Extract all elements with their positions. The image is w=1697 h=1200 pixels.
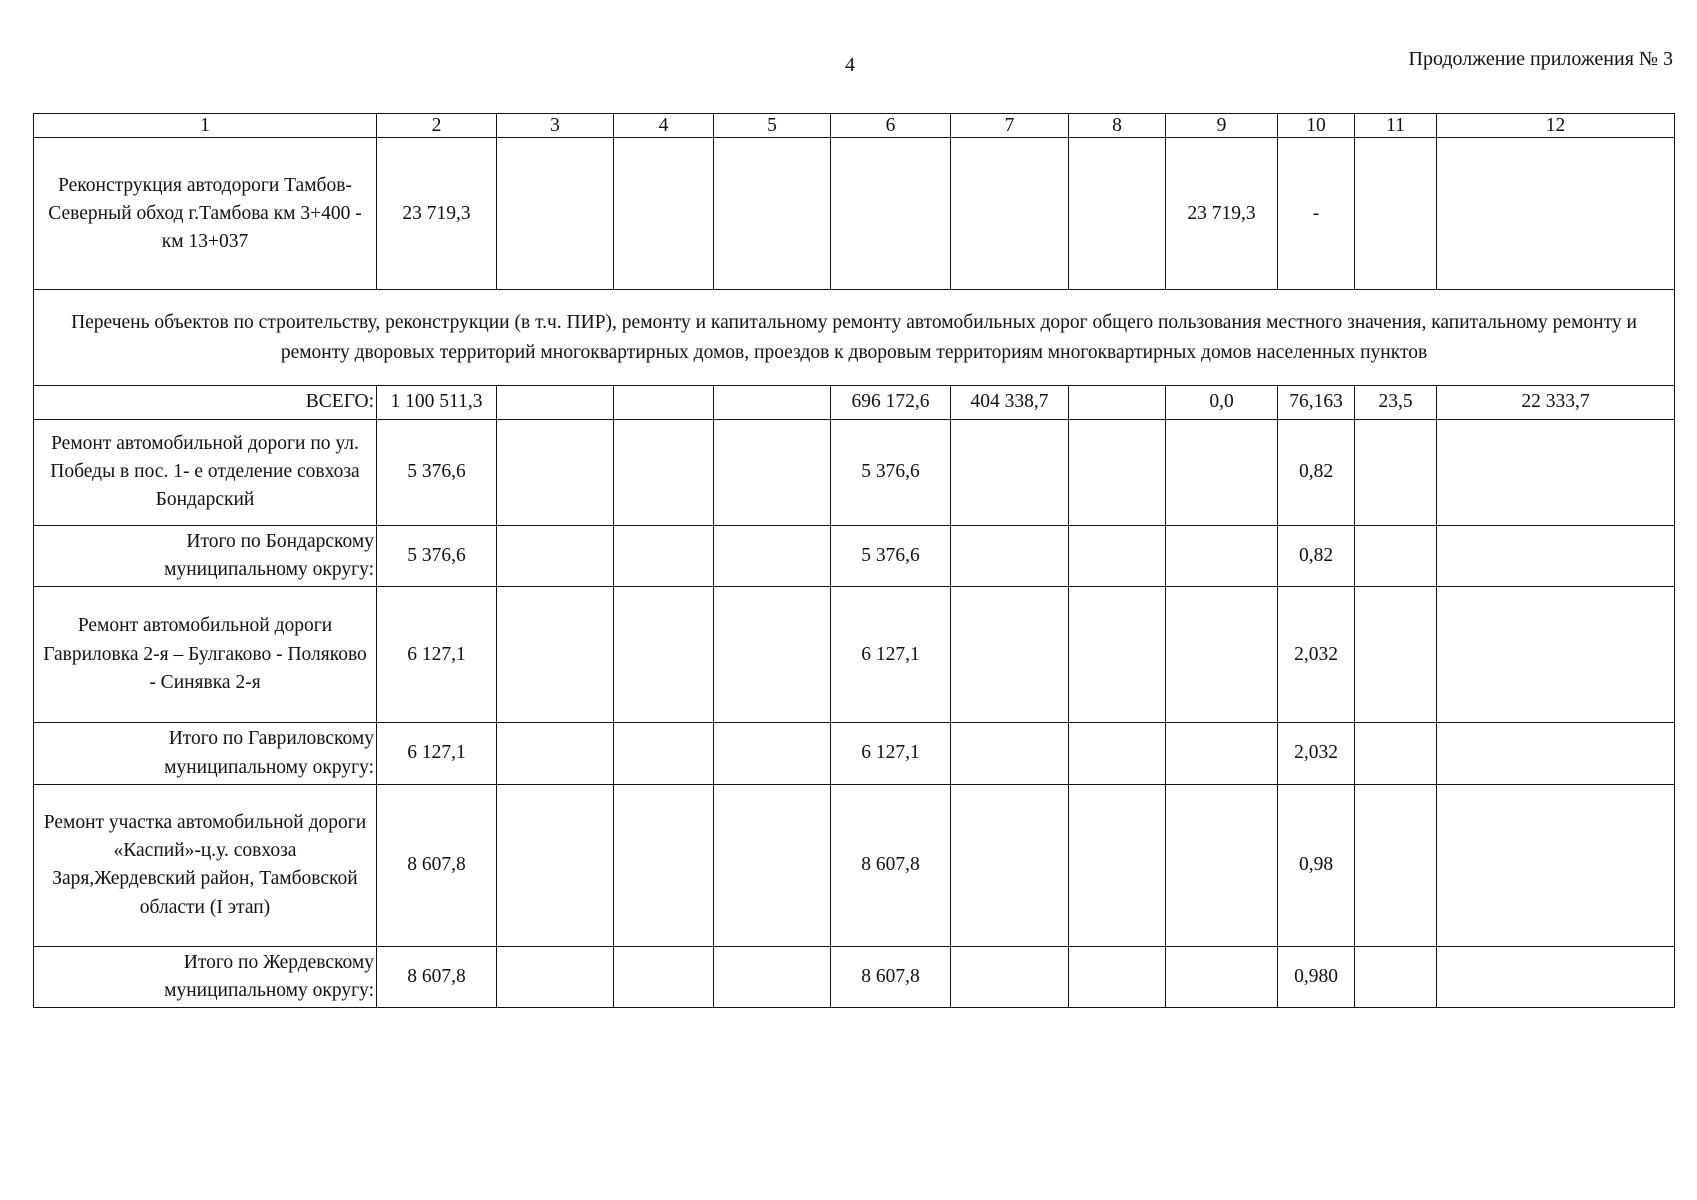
table-row — [34, 587, 1675, 723]
total-value-cell — [497, 386, 614, 419]
subtotal-row — [34, 525, 1675, 587]
value-cell — [951, 946, 1069, 1008]
roads-table — [33, 113, 1675, 1008]
total-value-cell: 76,163 — [1278, 386, 1355, 419]
subtotal-row — [34, 723, 1675, 785]
value-cell — [1437, 138, 1675, 290]
value-cell — [714, 138, 831, 290]
value-cell — [614, 587, 714, 723]
value-cell: 8 607,8 — [831, 946, 951, 1008]
value-cell: 6 127,1 — [377, 723, 497, 785]
value-cell: - — [1278, 138, 1355, 290]
value-cell: 2,032 — [1278, 587, 1355, 723]
value-cell — [1069, 946, 1166, 1008]
page-number: 4 — [845, 54, 855, 76]
column-number-cell: 1 — [34, 114, 377, 138]
total-value-cell: 22 333,7 — [1437, 386, 1675, 419]
total-row — [34, 386, 1675, 419]
value-cell — [951, 587, 1069, 723]
value-cell — [1437, 587, 1675, 723]
object-name-cell: Ремонт участка автомобильной дороги «Каспий»-ц.у. совхоза Заря,Жердевский район, Тамбовской области (I этап) — [34, 784, 377, 946]
value-cell — [1166, 784, 1278, 946]
value-cell — [831, 138, 951, 290]
value-cell — [497, 784, 614, 946]
value-cell: 8 607,8 — [377, 784, 497, 946]
value-cell — [1069, 723, 1166, 785]
column-number-cell: 4 — [614, 114, 714, 138]
column-number-cell: 10 — [1278, 114, 1355, 138]
value-cell — [497, 419, 614, 525]
total-value-cell — [614, 386, 714, 419]
total-label: ВСЕГО: — [34, 386, 377, 419]
value-cell — [614, 784, 714, 946]
value-cell: 5 376,6 — [831, 419, 951, 525]
value-cell: 5 376,6 — [831, 525, 951, 587]
value-cell — [1069, 419, 1166, 525]
value-cell — [714, 784, 831, 946]
value-cell — [1355, 946, 1437, 1008]
value-cell — [1437, 525, 1675, 587]
value-cell — [1437, 946, 1675, 1008]
value-cell — [951, 723, 1069, 785]
value-cell — [614, 419, 714, 525]
value-cell — [714, 587, 831, 723]
value-cell — [614, 723, 714, 785]
value-cell: 5 376,6 — [377, 419, 497, 525]
value-cell — [1355, 723, 1437, 785]
object-name-cell: Реконструкция автодороги Тамбов-Северный обход г.Тамбова км 3+400 - км 13+037 — [34, 138, 377, 290]
subtotal-label: Итого по Гавриловскому муниципальному округу: — [34, 723, 377, 785]
value-cell — [614, 138, 714, 290]
value-cell — [1166, 946, 1278, 1008]
column-number-row — [34, 114, 1675, 138]
value-cell: 2,032 — [1278, 723, 1355, 785]
value-cell — [1355, 138, 1437, 290]
value-cell — [1069, 587, 1166, 723]
value-cell — [497, 138, 614, 290]
subtotal-label: Итого по Жердевскому муниципальному округу: — [34, 946, 377, 1008]
appendix-continuation-label: Продолжение приложения № 3 — [1408, 48, 1673, 70]
value-cell: 0,98 — [1278, 784, 1355, 946]
total-value-cell: 1 100 511,3 — [377, 386, 497, 419]
total-value-cell: 0,0 — [1166, 386, 1278, 419]
value-cell — [497, 946, 614, 1008]
value-cell — [1166, 525, 1278, 587]
table-row — [34, 784, 1675, 946]
value-cell — [497, 723, 614, 785]
value-cell — [1355, 587, 1437, 723]
subtotal-row — [34, 946, 1675, 1008]
value-cell — [1166, 723, 1278, 785]
value-cell — [614, 525, 714, 587]
value-cell — [951, 784, 1069, 946]
value-cell — [951, 138, 1069, 290]
section-title: Перечень объектов по строительству, реконструкции (в т.ч. ПИР), ремонту и капитальному ремонту автомобильных дорог общего пользования местного значения, капитальному ремонту и ремонту дворовых территорий многоквартирных домов, проездов к дворовым территориям многоквартирных домов населенных пунктов — [34, 290, 1675, 386]
value-cell — [1355, 419, 1437, 525]
column-number-cell: 8 — [1069, 114, 1166, 138]
value-cell: 6 127,1 — [831, 587, 951, 723]
section-title-row — [34, 290, 1675, 386]
value-cell: 8 607,8 — [831, 784, 951, 946]
table-row — [34, 419, 1675, 525]
subtotal-label: Итого по Бондарскому муниципальному округу: — [34, 525, 377, 587]
value-cell — [1069, 525, 1166, 587]
value-cell — [1166, 419, 1278, 525]
value-cell — [714, 419, 831, 525]
value-cell — [951, 419, 1069, 525]
value-cell — [714, 946, 831, 1008]
total-value-cell: 404 338,7 — [951, 386, 1069, 419]
value-cell: 0,82 — [1278, 419, 1355, 525]
object-name-cell: Ремонт автомобильной дороги по ул. Победы в пос. 1- е отделение совхоза Бондарский — [34, 419, 377, 525]
value-cell — [1069, 784, 1166, 946]
value-cell: 23 719,3 — [1166, 138, 1278, 290]
value-cell — [1069, 138, 1166, 290]
value-cell — [1166, 587, 1278, 723]
value-cell: 5 376,6 — [377, 525, 497, 587]
total-value-cell — [714, 386, 831, 419]
value-cell — [614, 946, 714, 1008]
column-number-cell: 12 — [1437, 114, 1675, 138]
column-number-cell: 3 — [497, 114, 614, 138]
total-value-cell — [1069, 386, 1166, 419]
table-row-reconstruction — [34, 138, 1675, 290]
column-number-cell: 2 — [377, 114, 497, 138]
value-cell — [1437, 419, 1675, 525]
object-name-cell: Ремонт автомобильной дороги Гавриловка 2-я – Булгаково - Поляково - Синявка 2-я — [34, 587, 377, 723]
column-number-cell: 5 — [714, 114, 831, 138]
value-cell — [1437, 784, 1675, 946]
column-number-cell: 6 — [831, 114, 951, 138]
column-number-cell: 11 — [1355, 114, 1437, 138]
value-cell: 6 127,1 — [831, 723, 951, 785]
value-cell — [1355, 784, 1437, 946]
value-cell: 0,82 — [1278, 525, 1355, 587]
total-value-cell: 696 172,6 — [831, 386, 951, 419]
value-cell — [1437, 723, 1675, 785]
value-cell: 0,980 — [1278, 946, 1355, 1008]
value-cell — [714, 723, 831, 785]
value-cell: 6 127,1 — [377, 587, 497, 723]
value-cell: 23 719,3 — [377, 138, 497, 290]
column-number-cell: 9 — [1166, 114, 1278, 138]
value-cell — [497, 525, 614, 587]
total-value-cell: 23,5 — [1355, 386, 1437, 419]
value-cell — [714, 525, 831, 587]
value-cell — [497, 587, 614, 723]
value-cell: 8 607,8 — [377, 946, 497, 1008]
value-cell — [951, 525, 1069, 587]
table-body — [34, 114, 1675, 1008]
value-cell — [1355, 525, 1437, 587]
column-number-cell: 7 — [951, 114, 1069, 138]
